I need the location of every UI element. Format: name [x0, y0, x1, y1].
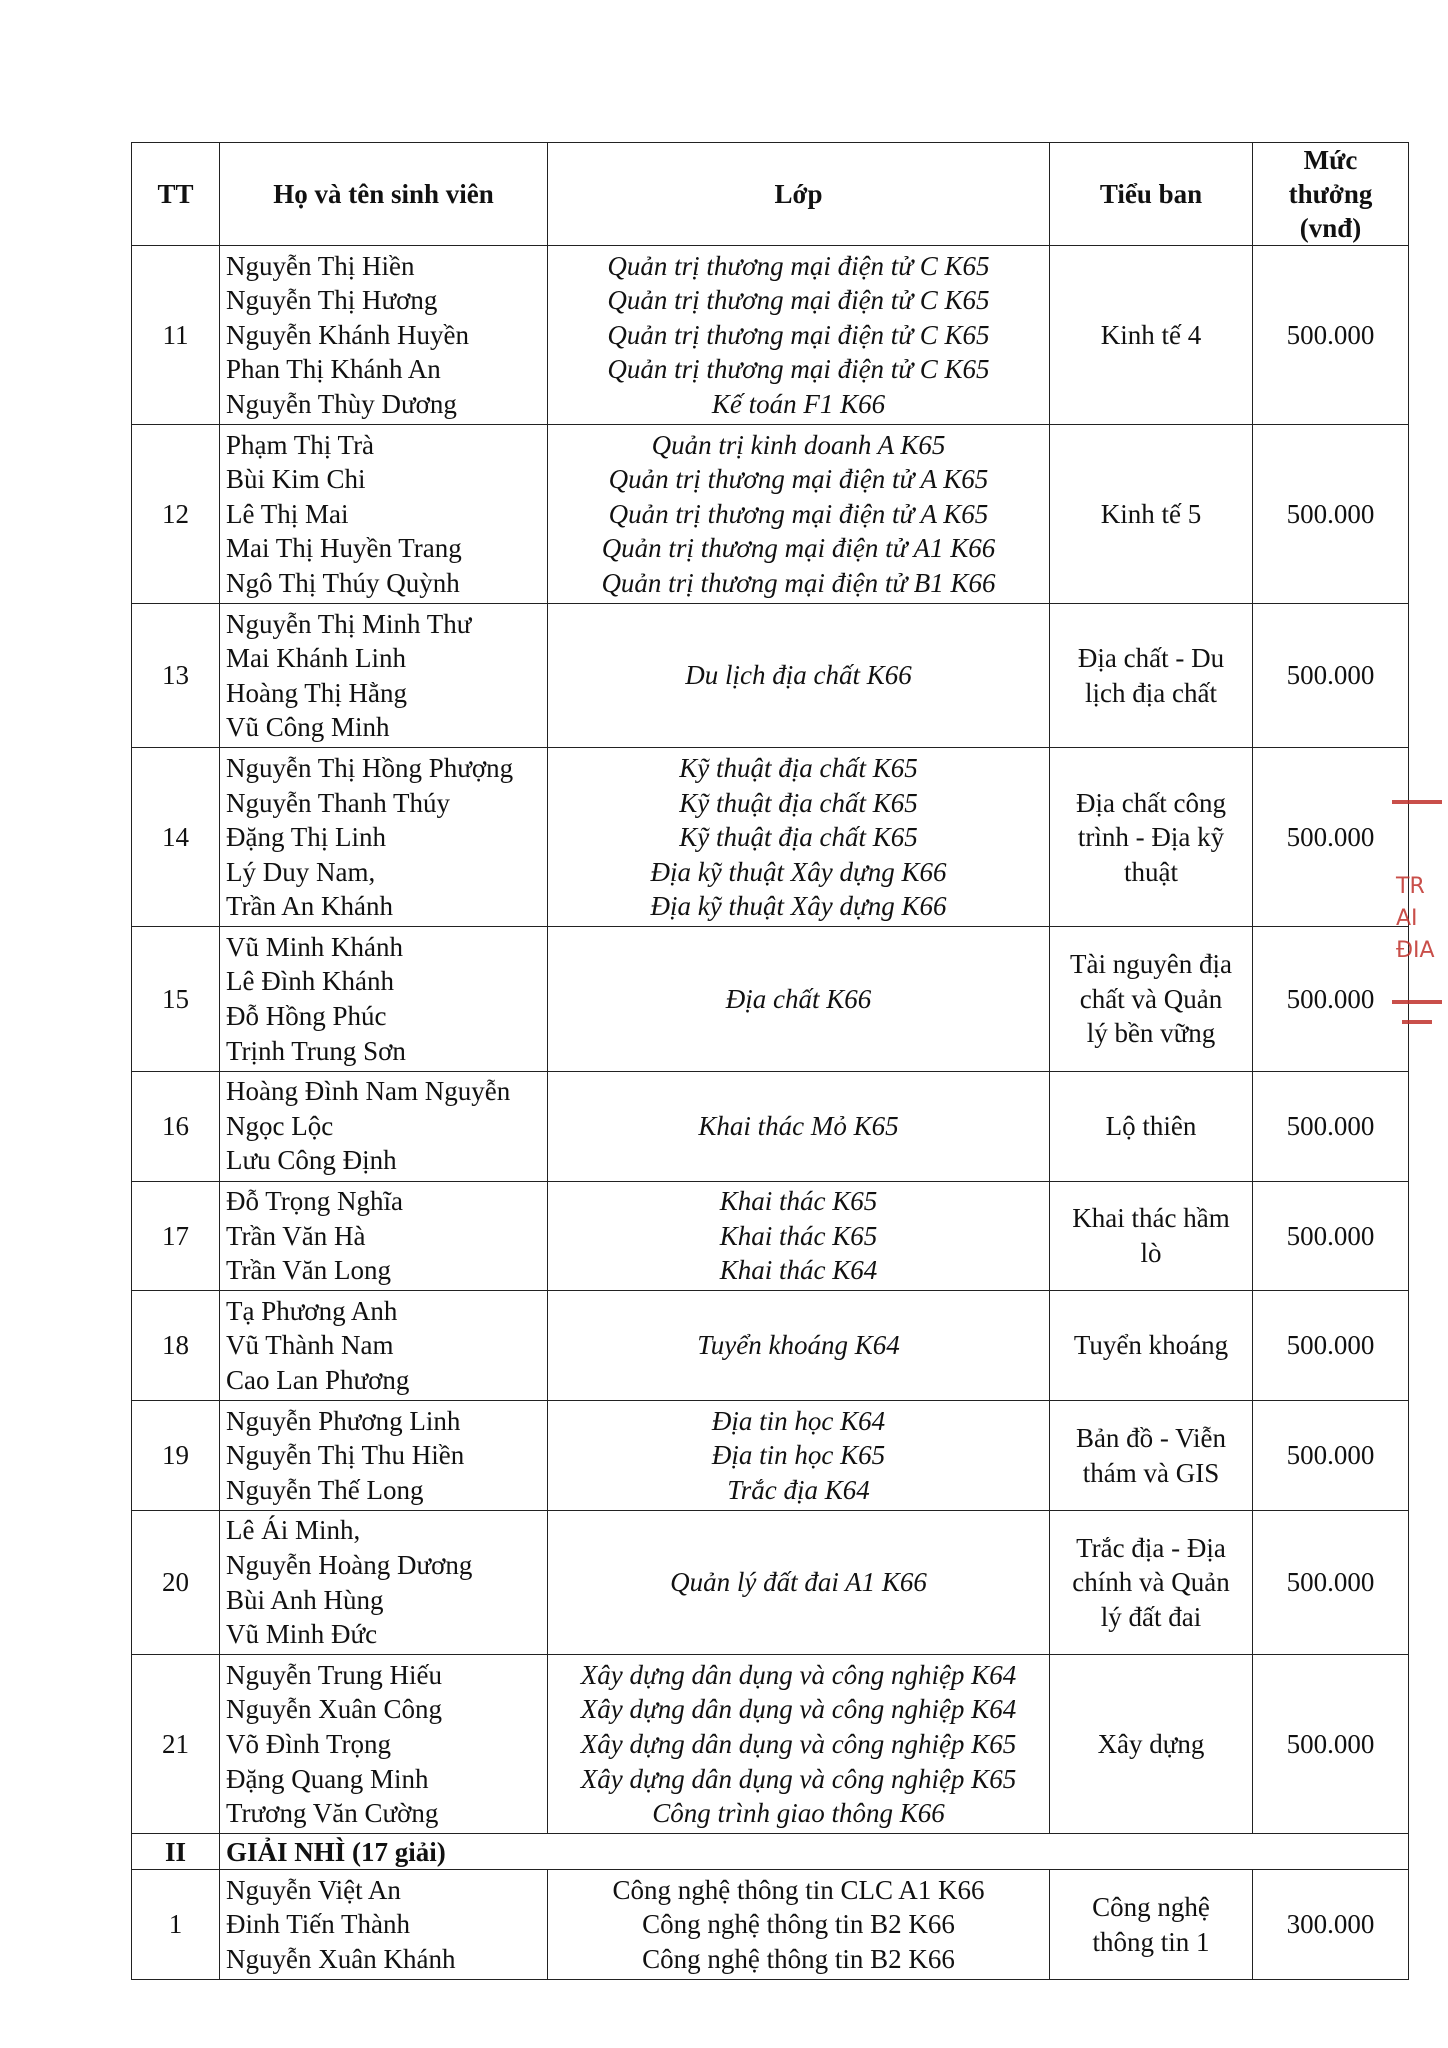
table-row: [132, 1510, 1409, 1654]
class-name: Xây dựng dân dụng và công nghiệp K65: [580, 1763, 1017, 1794]
class-name: Kỹ thuật địa chất K65: [679, 752, 918, 783]
class-name: Kỹ thuật địa chất K65: [679, 787, 918, 818]
student-name: Lê Ái Minh,: [226, 1515, 361, 1546]
student-name: Nguyễn Thị Hương: [226, 285, 438, 316]
award-amount: 500.000: [1253, 1401, 1409, 1511]
committee: [1050, 927, 1253, 1071]
student-classes: [548, 748, 1050, 927]
student-name: Nguyễn Hoàng Dương: [226, 1550, 473, 1581]
committee-line: lý bền vững: [1086, 1018, 1216, 1049]
class-name: Khai thác K65: [719, 1220, 878, 1251]
section-row: [132, 1834, 1409, 1870]
student-name: Phan Thị Khánh An: [226, 354, 441, 385]
class-name: Xây dựng dân dụng và công nghiệp K64: [580, 1694, 1017, 1725]
class-name: Khai thác K64: [719, 1255, 878, 1286]
student-name: Nguyễn Thanh Thúy: [226, 787, 450, 818]
student-classes: [548, 604, 1050, 748]
table-row: [132, 604, 1409, 748]
award-amount: 500.000: [1253, 1655, 1409, 1834]
row-number: 21: [132, 1655, 220, 1834]
committee-line: thuật: [1124, 856, 1178, 887]
committee-line: thông tin 1: [1092, 1926, 1210, 1957]
header-committee: Tiểu ban: [1050, 143, 1253, 246]
committee: [1050, 1181, 1253, 1291]
committee-line: Kinh tế 4: [1100, 319, 1202, 350]
student-name: Đỗ Trọng Nghĩa: [226, 1186, 404, 1217]
student-name: Trương Văn Cường: [226, 1798, 439, 1829]
award-amount: 500.000: [1253, 748, 1409, 927]
row-number: 11: [132, 246, 220, 425]
class-name: Khai thác K65: [719, 1186, 878, 1217]
student-name: Nguyễn Thị Hiền: [226, 250, 415, 281]
committee: [1050, 748, 1253, 927]
committee-line: Xây dựng: [1097, 1729, 1205, 1760]
student-name: Phạm Thị Trà: [226, 429, 375, 460]
student-names: [220, 748, 548, 927]
red-stamp-fragment: TR AI ĐIA: [1388, 790, 1448, 1050]
student-names: [220, 1655, 548, 1834]
table-row: [132, 1291, 1409, 1401]
committee: [1050, 1655, 1253, 1834]
header-class: Lớp: [548, 143, 1050, 246]
committee-line: thám và GIS: [1082, 1457, 1220, 1488]
student-name: Lê Đình Khánh: [226, 966, 394, 997]
class-name: Công nghệ thông tin B2 K66: [642, 1909, 955, 1940]
class-name: Trắc địa K64: [727, 1474, 870, 1505]
row-number: 19: [132, 1401, 220, 1511]
student-name: Đinh Tiến Thành: [226, 1909, 411, 1940]
student-name: Nguyễn Thị Thu Hiền: [226, 1440, 465, 1471]
student-name: Nguyễn Xuân Khánh: [226, 1944, 456, 1975]
committee-line: Khai thác hầm: [1072, 1203, 1230, 1234]
committee-line: lịch địa chất: [1085, 677, 1217, 708]
class-name: Quản trị thương mại điện tử A K65: [608, 498, 989, 529]
student-name: Trần Văn Hà: [226, 1220, 366, 1251]
committee-line: trình - Địa kỹ: [1077, 822, 1225, 853]
student-classes: [548, 927, 1050, 1071]
student-name: Đặng Quang Minh: [226, 1763, 429, 1794]
row-number: 1: [132, 1870, 220, 1980]
section-title: GIẢI NHÌ (17 giải): [220, 1834, 1409, 1870]
table-row: [132, 927, 1409, 1071]
student-names: [220, 1181, 548, 1291]
student-name: Hoàng Đình Nam Nguyễn: [226, 1076, 511, 1107]
student-name: Nguyễn Thị Hồng Phượng: [226, 752, 514, 783]
award-amount: 500.000: [1253, 604, 1409, 748]
student-name: Đỗ Hồng Phúc: [226, 1001, 387, 1032]
class-name: Địa kỹ thuật Xây dựng K66: [650, 891, 947, 922]
student-name: Trịnh Trung Sơn: [226, 1035, 406, 1066]
committee: [1050, 604, 1253, 748]
row-number: 15: [132, 927, 220, 1071]
student-name: Mai Thị Huyền Trang: [226, 533, 462, 564]
student-name: Vũ Thành Nam: [226, 1330, 394, 1361]
student-names: [220, 425, 548, 604]
class-name: Địa kỹ thuật Xây dựng K66: [650, 856, 947, 887]
class-name: Quản trị kinh doanh A K65: [651, 429, 946, 460]
student-names: [220, 604, 548, 748]
student-name: Nguyễn Trung Hiếu: [226, 1659, 443, 1690]
class-name: Quản trị thương mại điện tử C K65: [607, 250, 990, 281]
student-name: Trần An Khánh: [226, 891, 394, 922]
table-row: [132, 1401, 1409, 1511]
student-classes: [548, 1870, 1050, 1980]
student-name: Vũ Minh Đức: [226, 1619, 378, 1650]
table-row: [132, 425, 1409, 604]
row-number: 18: [132, 1291, 220, 1401]
student-name: Tạ Phương Anh: [226, 1295, 398, 1326]
committee-line: Địa chất - Du: [1077, 643, 1225, 674]
committee-line: lý đất đai: [1100, 1601, 1202, 1632]
header-award: [1253, 143, 1409, 246]
row-number: 16: [132, 1071, 220, 1181]
student-names: [220, 927, 548, 1071]
header-award-line: Mức: [1303, 145, 1358, 175]
award-amount: 500.000: [1253, 927, 1409, 1071]
class-name: Quản trị thương mại điện tử A1 K66: [601, 533, 996, 564]
student-names: [220, 1401, 548, 1511]
student-classes: [548, 1291, 1050, 1401]
committee-line: Công nghệ: [1092, 1892, 1210, 1923]
row-number: 17: [132, 1181, 220, 1291]
student-names: [220, 246, 548, 425]
student-name: Nguyễn Xuân Công: [226, 1694, 442, 1725]
committee: [1050, 1401, 1253, 1511]
student-classes: [548, 246, 1050, 425]
committee-line: lò: [1140, 1237, 1162, 1268]
class-name: Công nghệ thông tin B2 K66: [642, 1944, 955, 1975]
student-name: Nguyễn Thị Minh Thư: [226, 608, 472, 639]
committee-line: Trắc địa - Địa: [1076, 1532, 1226, 1563]
header-tt: TT: [132, 143, 220, 246]
class-name: Quản trị thương mại điện tử C K65: [607, 319, 990, 350]
committee: [1050, 1291, 1253, 1401]
committee-line: chính và Quản: [1072, 1567, 1230, 1598]
award-amount: 500.000: [1253, 425, 1409, 604]
row-number: 13: [132, 604, 220, 748]
student-classes: [548, 1181, 1050, 1291]
student-classes: [548, 1510, 1050, 1654]
student-names: [220, 1870, 548, 1980]
committee: [1050, 425, 1253, 604]
student-name: Lưu Công Định: [226, 1145, 397, 1176]
class-name: Khai thác Mỏ K65: [698, 1110, 899, 1141]
class-name: Công nghệ thông tin CLC A1 K66: [612, 1874, 985, 1905]
class-name: Du lịch địa chất K66: [685, 660, 912, 691]
header-row: [132, 143, 1409, 246]
committee-line: Kinh tế 5: [1100, 498, 1202, 529]
table-row: [132, 246, 1409, 425]
student-name: Ngô Thị Thúy Quỳnh: [226, 567, 460, 598]
table-row: [132, 1181, 1409, 1291]
student-name: Bùi Kim Chi: [226, 464, 366, 495]
student-names: [220, 1291, 548, 1401]
table-row: [132, 748, 1409, 927]
header-award-line: (vnđ): [1299, 213, 1362, 243]
student-name: Lê Thị Mai: [226, 498, 349, 529]
committee: [1050, 246, 1253, 425]
committee-line: Địa chất công: [1076, 787, 1226, 818]
student-name: Lý Duy Nam,: [226, 856, 376, 887]
student-classes: [548, 1655, 1050, 1834]
row-number: 20: [132, 1510, 220, 1654]
student-names: [220, 1510, 548, 1654]
class-name: Địa tin học K65: [711, 1440, 886, 1471]
student-name: Mai Khánh Linh: [226, 643, 406, 674]
class-name: Xây dựng dân dụng và công nghiệp K65: [580, 1729, 1017, 1760]
award-amount: 500.000: [1253, 1071, 1409, 1181]
awards-table: [131, 142, 1409, 1980]
student-classes: [548, 1071, 1050, 1181]
student-name: Nguyễn Thùy Dương: [226, 388, 457, 419]
student-name: Hoàng Thị Hằng: [226, 677, 407, 708]
student-names: [220, 1071, 548, 1181]
class-name: Kế toán F1 K66: [711, 388, 886, 419]
committee: [1050, 1510, 1253, 1654]
committee: [1050, 1071, 1253, 1181]
committee: [1050, 1870, 1253, 1980]
committee-line: Tài nguyên địa: [1070, 949, 1232, 980]
student-name: Nguyễn Thế Long: [226, 1474, 424, 1505]
class-name: Quản trị thương mại điện tử A K65: [608, 464, 989, 495]
class-name: Kỹ thuật địa chất K65: [679, 822, 918, 853]
student-classes: [548, 425, 1050, 604]
student-classes: [548, 1401, 1050, 1511]
class-name: Quản trị thương mại điện tử C K65: [607, 285, 990, 316]
student-name: Nguyễn Việt An: [226, 1874, 401, 1905]
student-name: Ngọc Lộc: [226, 1110, 334, 1141]
student-name: Nguyễn Phương Linh: [226, 1405, 461, 1436]
class-name: Quản trị thương mại điện tử B1 K66: [601, 567, 996, 598]
table-row: [132, 1655, 1409, 1834]
class-name: Xây dựng dân dụng và công nghiệp K64: [580, 1659, 1017, 1690]
class-name: Quản lý đất đai A1 K66: [670, 1567, 927, 1598]
award-amount: 500.000: [1253, 1181, 1409, 1291]
table-row: [132, 1870, 1409, 1980]
header-name: Họ và tên sinh viên: [220, 143, 548, 246]
row-number: 12: [132, 425, 220, 604]
student-name: Vũ Minh Khánh: [226, 931, 403, 962]
class-name: Tuyển khoáng K64: [697, 1330, 900, 1361]
student-name: Cao Lan Phương: [226, 1365, 410, 1396]
student-name: Đặng Thị Linh: [226, 822, 386, 853]
student-name: Vũ Công Minh: [226, 712, 390, 743]
award-amount: 500.000: [1253, 246, 1409, 425]
class-name: Địa chất K66: [725, 983, 872, 1014]
student-name: Võ Đình Trọng: [226, 1729, 392, 1760]
section-number: II: [132, 1834, 220, 1870]
class-name: Địa tin học K64: [711, 1405, 886, 1436]
award-amount: 500.000: [1253, 1510, 1409, 1654]
student-name: Nguyễn Khánh Huyền: [226, 319, 469, 350]
committee-line: chất và Quản: [1079, 983, 1223, 1014]
header-award-line: thưởng: [1288, 179, 1373, 209]
class-name: Quản trị thương mại điện tử C K65: [607, 354, 990, 385]
student-name: Trần Văn Long: [226, 1255, 392, 1286]
row-number: 14: [132, 748, 220, 927]
class-name: Công trình giao thông K66: [652, 1798, 945, 1829]
table-row: [132, 1071, 1409, 1181]
committee-line: Lộ thiên: [1105, 1110, 1197, 1141]
committee-line: Tuyển khoáng: [1073, 1330, 1229, 1361]
student-name: Bùi Anh Hùng: [226, 1584, 384, 1615]
award-amount: 500.000: [1253, 1291, 1409, 1401]
award-amount: 300.000: [1253, 1870, 1409, 1980]
committee-line: Bản đồ - Viễn: [1075, 1422, 1227, 1453]
